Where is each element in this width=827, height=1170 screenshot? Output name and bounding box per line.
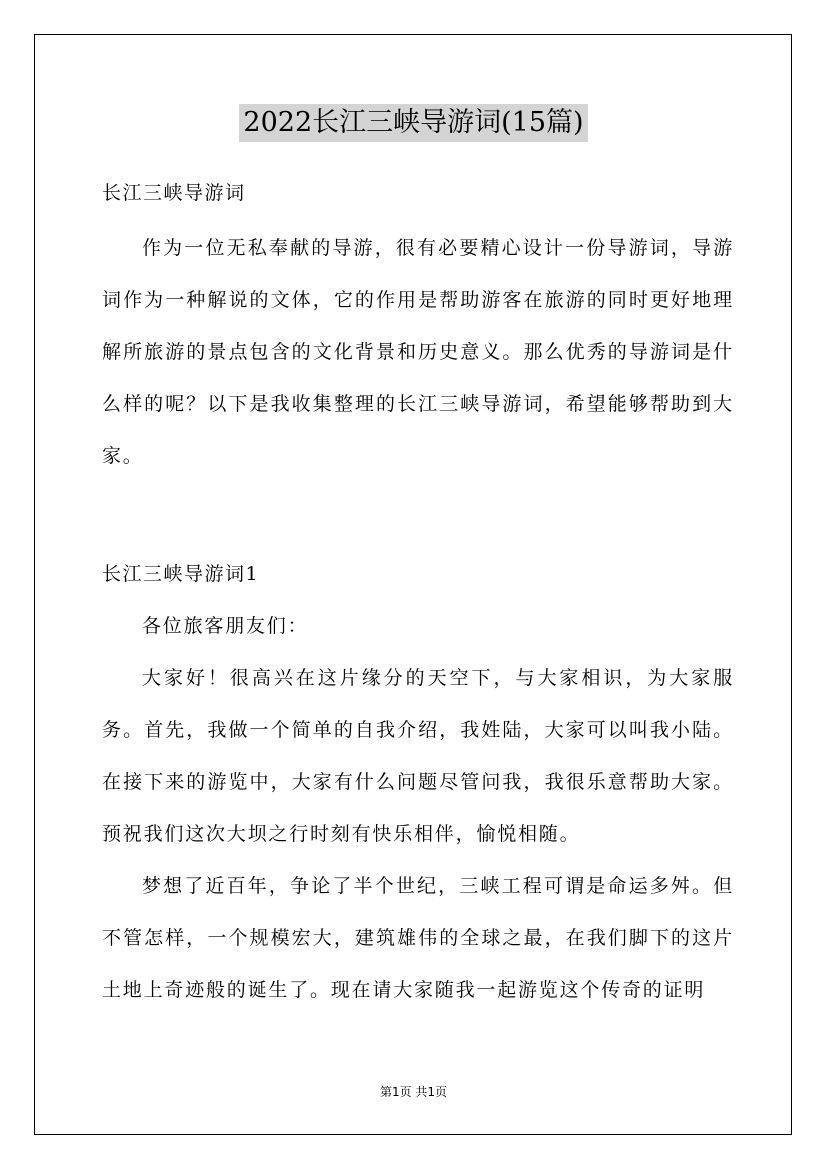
page-footer: 第1页 共1页 (379, 1085, 448, 1099)
section1-paragraph-dam: 梦想了近百年，争论了半个世纪，三峡工程可谓是命运多舛。但不管怎样，一个规模宏大，建筑雄伟的全球之最，在我们脚下的这片土地上奇迹般的诞生了。现在请大家随我一起游览这个传奇的证明 (102, 875, 734, 1001)
section1-paragraph-welcome: 大家好！很高兴在这片缘分的天空下，与大家相识，为大家服务。首先，我做一个简单的自我介绍，我姓陆，大家可以叫我小陆。在接下来的游览中，大家有什么问题尽管问我，我很乐意帮助大家。预祝我们这次大坝之行时刻有快乐相伴，愉悦相随。 (102, 667, 734, 845)
section1-heading: 长江三峡导游词1 (102, 563, 260, 585)
title-container (0, 104, 827, 142)
section1-paragraph-greeting: 各位旅客朋友们： (142, 615, 309, 637)
intro-section (102, 222, 734, 482)
intro-heading: 长江三峡导游词 (102, 182, 246, 204)
section1-body (102, 600, 734, 1016)
document-title: 2022长江三峡导游词(15篇) (239, 104, 587, 142)
intro-paragraph: 作为一位无私奉献的导游，很有必要精心设计一份导游词，导游词作为一种解说的文体，它的作用是帮助游客在旅游的同时更好地理解所旅游的景点包含的文化背景和历史意义。那么优秀的导游词是什么样的呢？以下是我收集整理的长江三峡导游词，希望能够帮助到大家。 (102, 237, 734, 467)
